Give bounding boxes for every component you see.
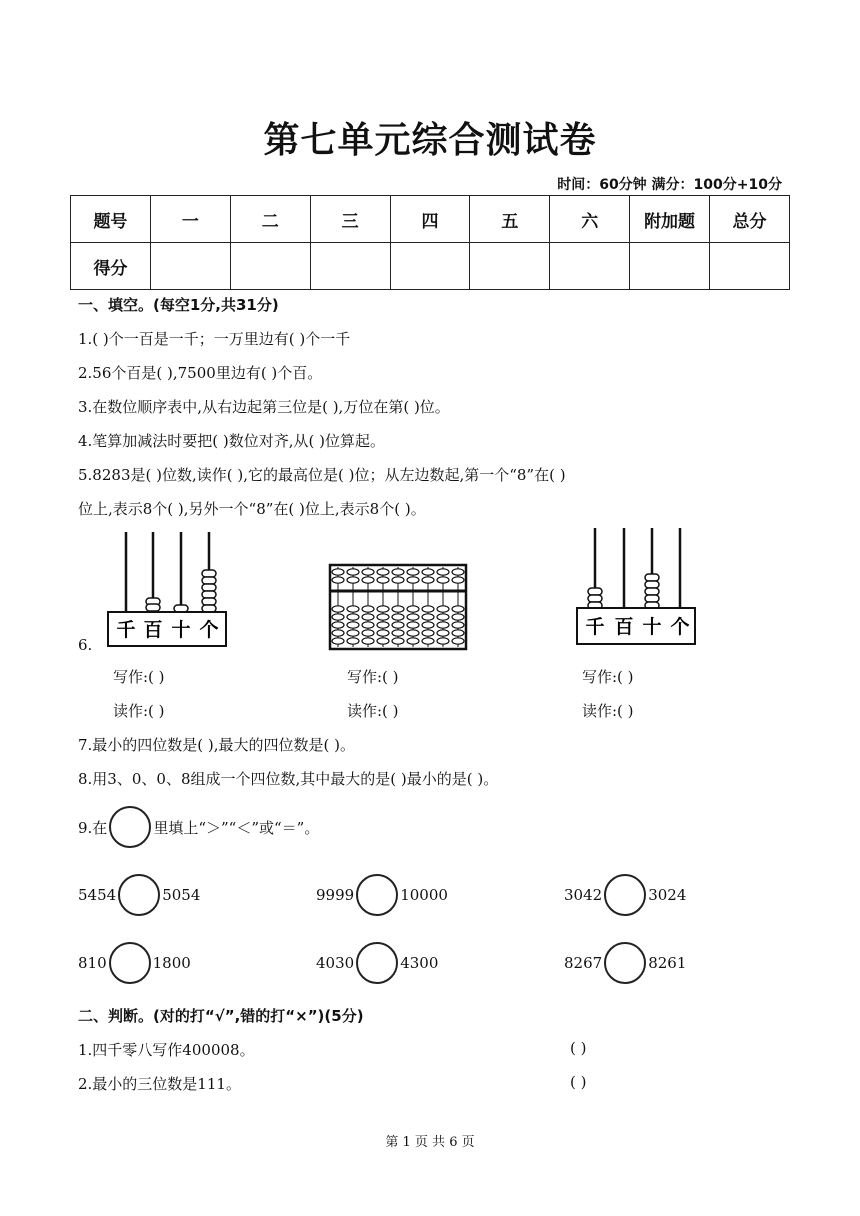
score-cell[interactable] (710, 243, 790, 290)
page-title: 第七单元综合测试卷 (263, 120, 597, 161)
judge-answer-1[interactable]: ( ) (570, 1039, 587, 1057)
header-cell: 六 (550, 196, 630, 243)
abacus-label: 十 (171, 619, 191, 641)
comparison-left: 810 (78, 954, 107, 972)
judge-item-2: 2.最小的三位数是111。 (78, 1075, 241, 1093)
answer-circle[interactable] (356, 942, 398, 984)
section1-heading: 一、填空。(每空1分,共31分) (78, 296, 279, 314)
score-cell[interactable] (150, 243, 230, 290)
question-3: 3.在数位顺序表中,从右边起第三位是( ),万位在第( )位。 (78, 398, 450, 416)
abacus-label: 个 (199, 619, 219, 641)
row-label: 得分 (71, 243, 151, 290)
question-5-line1: 5.8283是( )位数,读作( ),它的最高位是( )位；从左边数起,第一个“8”在( ) (78, 466, 566, 484)
comparison-left: 5454 (78, 886, 117, 904)
answer-circle[interactable] (118, 874, 160, 916)
question-9-suffix: 里填上“＞”“＜”或“＝”。 (153, 818, 320, 837)
abacus-label: 千 (585, 616, 605, 638)
comparison-right: 3024 (648, 886, 687, 904)
score-cell[interactable] (230, 243, 310, 290)
comparison-left: 4030 (316, 954, 355, 972)
question-8: 8.用3、0、0、8组成一个四位数,其中最大的是( )最小的是( )。 (78, 770, 499, 788)
score-table-score-row (71, 243, 790, 290)
comparison-item (316, 874, 448, 916)
comparison-right: 5054 (162, 886, 201, 904)
answer-circle[interactable] (604, 942, 646, 984)
abacus-1-image (105, 528, 230, 650)
answer-circle[interactable] (109, 942, 151, 984)
question-2: 2.56个百是( ),7500里边有( )个百。 (78, 364, 323, 382)
question-9 (78, 806, 319, 848)
header-cell: 二 (230, 196, 310, 243)
comparison-item (78, 942, 191, 984)
score-cell[interactable] (310, 243, 390, 290)
question-1: 1.( )个一百是一千；一万里边有( )个一千 (78, 330, 351, 348)
abacus-label: 千 (116, 619, 136, 641)
abacus-label: 十 (642, 616, 662, 638)
header-cell: 一 (150, 196, 230, 243)
read-answer-1[interactable]: 读作:( ) (113, 702, 165, 720)
answer-circle[interactable] (356, 874, 398, 916)
header-cell: 四 (390, 196, 470, 243)
page-footer: 第 1 页 共 6 页 (385, 1135, 475, 1150)
suanpan-image (328, 563, 468, 651)
abacus-label: 百 (143, 619, 163, 641)
score-cell[interactable] (630, 243, 710, 290)
score-table-header-row (71, 196, 790, 243)
question-7: 7.最小的四位数是( ),最大的四位数是( )。 (78, 736, 356, 754)
score-cell[interactable] (550, 243, 630, 290)
header-cell: 附加题 (630, 196, 710, 243)
score-cell[interactable] (390, 243, 470, 290)
comparison-left: 8267 (564, 954, 603, 972)
comparison-item (564, 874, 686, 916)
header-cell: 五 (470, 196, 550, 243)
circle-icon (109, 806, 151, 848)
comparison-right: 1800 (152, 954, 191, 972)
question-9-prefix: 9.在 (78, 818, 108, 837)
comparison-item (564, 942, 686, 984)
abacus-2-image (574, 524, 699, 648)
read-answer-3[interactable]: 读作:( ) (582, 702, 634, 720)
judge-item-1: 1.四千零八写作400008。 (78, 1041, 255, 1059)
score-table (70, 195, 790, 290)
write-answer-2[interactable]: 写作:( ) (347, 668, 399, 686)
comparison-item (316, 942, 438, 984)
question-4: 4.笔算加减法时要把( )数位对齐,从( )位算起。 (78, 432, 386, 450)
time-and-score-info: 时间：60分钟 满分：100分+10分 (557, 177, 782, 193)
question-5-line2: 位上,表示8个( ),另外一个“8”在( )位上,表示8个( )。 (78, 500, 426, 518)
answer-circle[interactable] (604, 874, 646, 916)
comparison-right: 4300 (400, 954, 439, 972)
abacus-label: 个 (670, 616, 690, 638)
question-6-number: 6. (78, 636, 93, 654)
comparison-right: 10000 (400, 886, 448, 904)
header-cell: 总分 (710, 196, 790, 243)
comparison-item (78, 874, 200, 916)
write-answer-1[interactable]: 写作:( ) (113, 668, 165, 686)
section2-heading: 二、判断。(对的打“√”,错的打“×”)(5分) (78, 1007, 364, 1025)
abacus-label: 百 (614, 616, 634, 638)
judge-answer-2[interactable]: ( ) (570, 1073, 587, 1091)
score-cell[interactable] (470, 243, 550, 290)
comparison-left: 9999 (316, 886, 355, 904)
comparison-left: 3042 (564, 886, 603, 904)
comparison-right: 8261 (648, 954, 687, 972)
read-answer-2[interactable]: 读作:( ) (347, 702, 399, 720)
header-cell: 题号 (71, 196, 151, 243)
header-cell: 三 (310, 196, 390, 243)
write-answer-3[interactable]: 写作:( ) (582, 668, 634, 686)
